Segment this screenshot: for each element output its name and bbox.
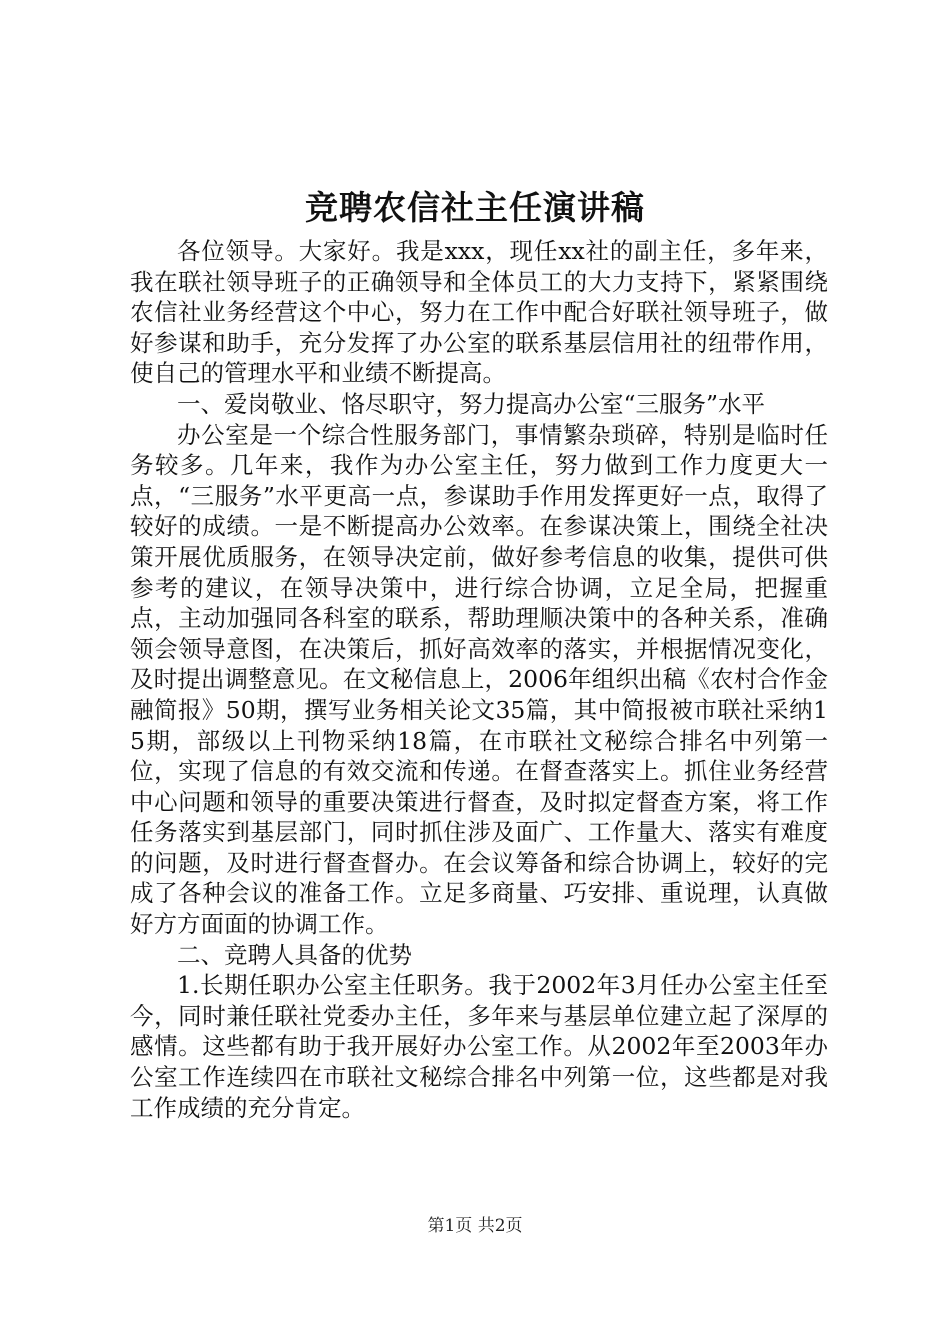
document-title: 竞聘农信社主任演讲稿 <box>305 188 645 227</box>
paragraph-advantage-1: 1.长期任职办公室主任职务。我于2002年3月任办公室主任至今，同时兼任联社党委办主任，多年来与基层单位建立起了深厚的感情。这些都有助于我开展好办公室工作。从2002年至2003年办公室工作连续四在市联社文秘综合排名中列第一位，这些都是对我工作成绩的充分肯定。 <box>130 971 828 1122</box>
section-heading-2: 二、竞聘人具备的优势 <box>177 940 412 969</box>
section-heading-1: 一、爱岗敬业、恪尽职守，努力提高办公室“三服务”水平 <box>177 389 766 418</box>
paragraph-office-work: 办公室是一个综合性服务部门，事情繁杂琐碎，特别是临时任务较多。几年来，我作为办公室主任，努力做到工作力度更大一点，“三服务”水平更高一点，参谋助手作用发挥更好一点，取得了较好的成绩。一是不断提高办公效率。在参谋决策上，围绕全社决策开展优质服务，在领导决定前，做好参考信息的收集，提供可供参考的建议，在领导决策中，进行综合协调，立足全局，把握重点，主动加强同各科室的联系，帮助理顺决策中的各种关系，准确领会领导意图，在决策后，抓好高效率的落实，并根据情况变化，及时提出调整意见。在文秘信息上，2006年组织出稿《农村合作金融简报》50期，撰写业务相关论文35篇，其中简报被市联社采纳15期，部级以上刊物采纳18篇，在市联社文秘综合排名中列第一位，实现了信息的有效交流和传递。在督查落实上。抓住业务经营中心问题和领导的重要决策进行督查，及时拟定督查方案，将工作任务落实到基层部门，同时抓住涉及面广、工作量大、落实有难度的问题，及时进行督查督办。在会议筹备和综合协调上，较好的完成了各种会议的准备工作。立足多商量、巧安排、重说理，认真做好方方面面的协调工作。 <box>130 420 828 939</box>
paragraph-intro: 各位领导。大家好。我是xxx，现任xx社的副主任，多年来，我在联社领导班子的正确领导和全体员工的大力支持下，紧紧围绕农信社业务经营这个中心，努力在工作中配合好联社领导班子，做好参谋和助手，充分发挥了办公室的联系基层信用社的纽带作用，使自己的管理水平和业绩不断提高。 <box>130 237 828 388</box>
page-number-footer: 第1页 共2页 <box>427 1216 523 1236</box>
document-body <box>130 236 828 1123</box>
